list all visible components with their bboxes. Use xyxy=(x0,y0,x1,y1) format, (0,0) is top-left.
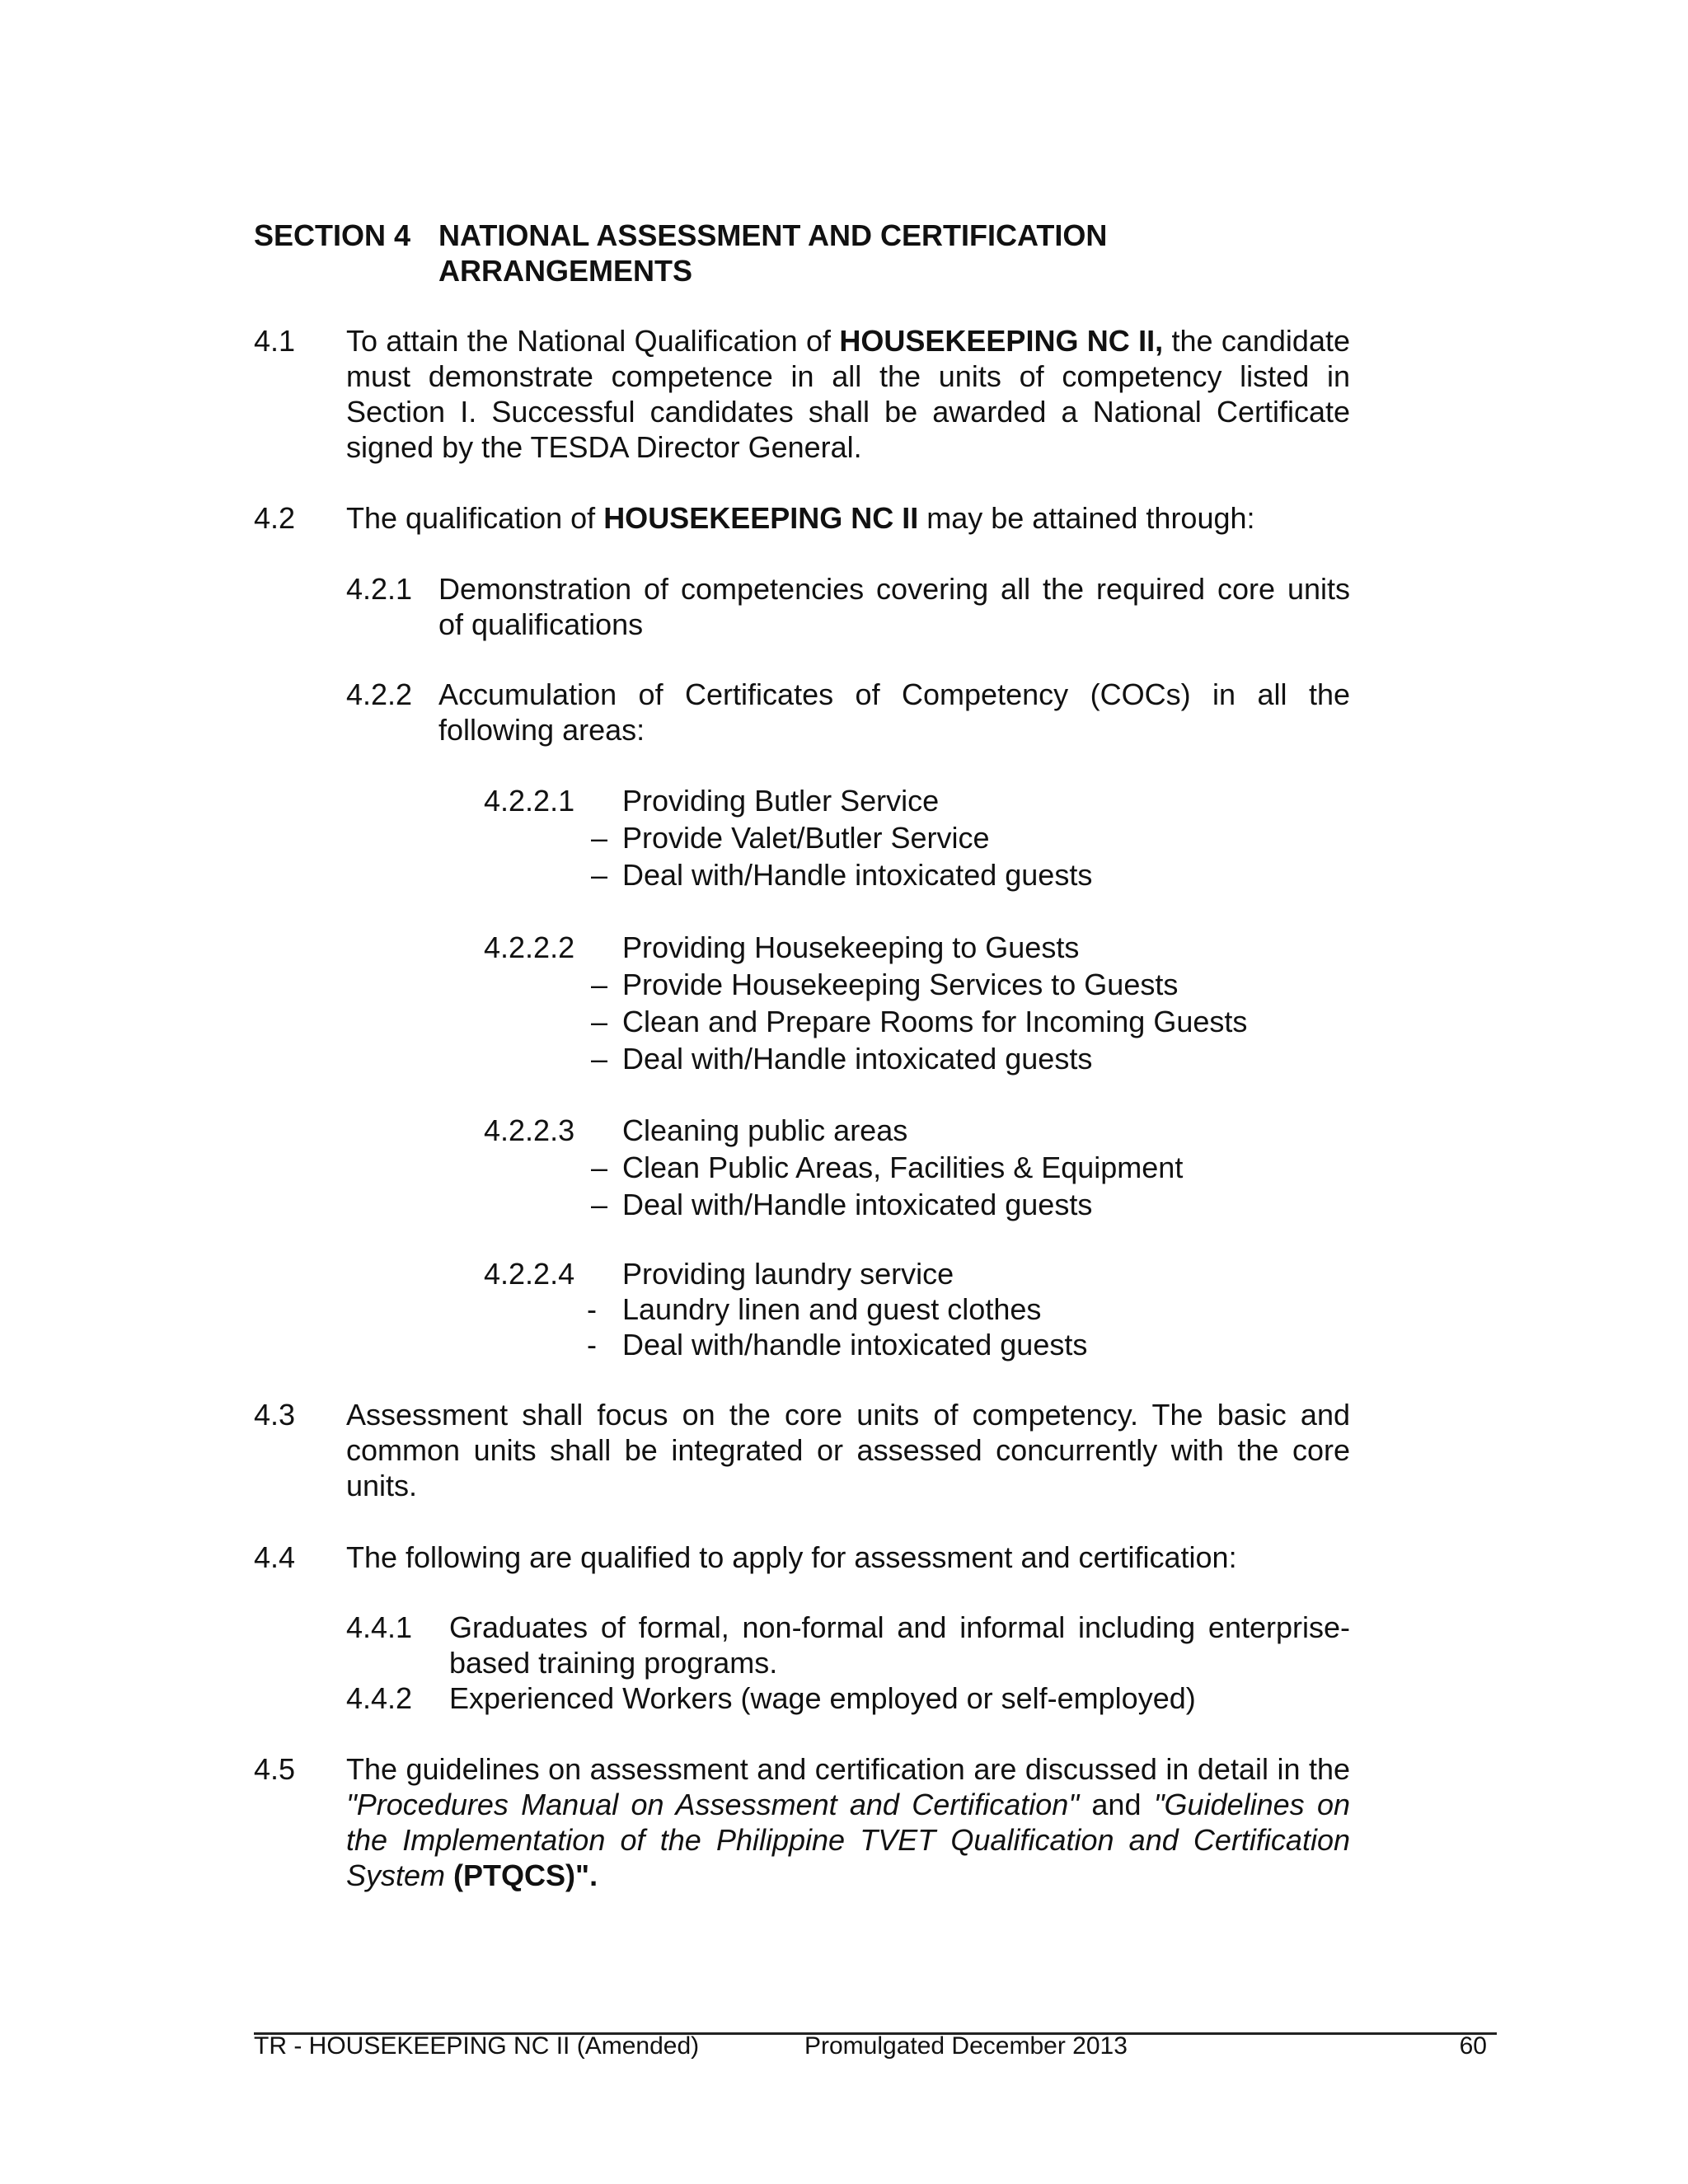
item-number: 4.4.2 xyxy=(346,1681,413,1715)
text-run: To attain the National Qualification of xyxy=(346,324,840,358)
coc-unit: Deal with/handle intoxicated guests xyxy=(622,1328,1088,1361)
text-run: The guidelines on assessment and certification are discussed in detail in the xyxy=(346,1752,1350,1786)
coc-number: 4.2.2.1 xyxy=(484,784,575,818)
dash-bullet: - xyxy=(587,1292,597,1326)
item-number: 4.3 xyxy=(254,1398,296,1432)
paragraph-4-2-2: Accumulation of Certificates of Competency (COCs) in all the following areas: xyxy=(438,677,1350,747)
section-title-line1: NATIONAL ASSESSMENT AND CERTIFICATION xyxy=(438,218,1108,252)
coc-title: Providing Butler Service xyxy=(622,784,940,818)
dash-bullet: – xyxy=(591,1188,608,1221)
paragraph-4-4-2: Experienced Workers (wage employed or self-employed) xyxy=(449,1681,1196,1715)
coc-unit: Deal with/Handle intoxicated guests xyxy=(622,1042,1093,1076)
text-run xyxy=(445,1858,453,1892)
paragraph-4-4-1: Graduates of formal, non-formal and informal including enterprise-based training programs. xyxy=(449,1610,1350,1680)
item-number: 4.4 xyxy=(254,1540,296,1574)
coc-unit: Clean and Prepare Rooms for Incoming Guests xyxy=(622,1005,1248,1038)
dash-bullet: - xyxy=(587,1328,597,1361)
coc-unit: Provide Housekeeping Services to Guests xyxy=(622,968,1179,1001)
manual-title: "Procedures Manual on Assessment and Certification" xyxy=(346,1788,1080,1821)
dash-bullet: – xyxy=(591,1005,608,1038)
coc-unit: Deal with/Handle intoxicated guests xyxy=(622,858,1093,892)
coc-number: 4.2.2.2 xyxy=(484,930,575,964)
dash-bullet: – xyxy=(591,821,608,855)
page-number: 60 xyxy=(1459,2032,1487,2060)
paragraph-4-3: Assessment shall focus on the core units of competency. The basic and common units shall be integrated or assessed concurrently with the core units. xyxy=(346,1398,1350,1502)
coc-title: Cleaning public areas xyxy=(622,1113,908,1147)
qualification-name: HOUSEKEEPING NC II xyxy=(603,501,919,535)
item-number: 4.2.2 xyxy=(346,677,413,711)
item-number: 4.2 xyxy=(254,501,296,535)
dash-bullet: – xyxy=(591,968,608,1001)
paragraph-4-2-1: Demonstration of competencies covering all the required core units of qualifications xyxy=(438,572,1350,641)
item-number: 4.1 xyxy=(254,324,296,358)
coc-number: 4.2.2.4 xyxy=(484,1257,575,1291)
paragraph-4-2 xyxy=(346,500,1350,536)
item-number: 4.5 xyxy=(254,1752,296,1786)
section-title-line2: ARRANGEMENTS xyxy=(438,254,693,288)
item-number: 4.4.1 xyxy=(346,1610,413,1644)
coc-number: 4.2.2.3 xyxy=(484,1113,575,1147)
qualification-name: HOUSEKEEPING NC II, xyxy=(839,324,1164,358)
dash-bullet: – xyxy=(591,1042,608,1076)
text-run: The qualification of xyxy=(346,501,604,535)
text-run: may be attained through: xyxy=(918,501,1255,535)
coc-title: Providing Housekeeping to Guests xyxy=(622,930,1080,964)
coc-unit: Provide Valet/Butler Service xyxy=(622,821,990,855)
coc-title: Providing laundry service xyxy=(622,1257,954,1291)
acronym: (PTQCS)". xyxy=(453,1858,598,1892)
text-run: and xyxy=(1079,1788,1154,1821)
item-number: 4.2.1 xyxy=(346,572,413,606)
footer-promulgation-date: Promulgated December 2013 xyxy=(804,2032,1128,2060)
dash-bullet: – xyxy=(591,858,608,892)
paragraph-4-5 xyxy=(346,1751,1350,1893)
dash-bullet: – xyxy=(591,1151,608,1184)
paragraph-4-4: The following are qualified to apply for assessment and certification: xyxy=(346,1540,1237,1574)
footer-document-title: TR - HOUSEKEEPING NC II (Amended) xyxy=(254,2032,700,2060)
paragraph-4-1 xyxy=(346,323,1350,465)
text-run: the candidate must demonstrate competence in all the units of competency listed in Section I. Successful candidates shall be awarded a National Certificate signed by the TESDA Director General. xyxy=(346,324,1350,464)
guidelines-title: "Guidelines on the Implementation of the Philippine TVET Qualification and Certification System xyxy=(346,1788,1350,1892)
coc-unit: Deal with/Handle intoxicated guests xyxy=(622,1188,1093,1221)
section-label: SECTION 4 xyxy=(254,218,411,252)
coc-unit: Clean Public Areas, Facilities & Equipment xyxy=(622,1151,1184,1184)
coc-unit: Laundry linen and guest clothes xyxy=(622,1292,1042,1326)
